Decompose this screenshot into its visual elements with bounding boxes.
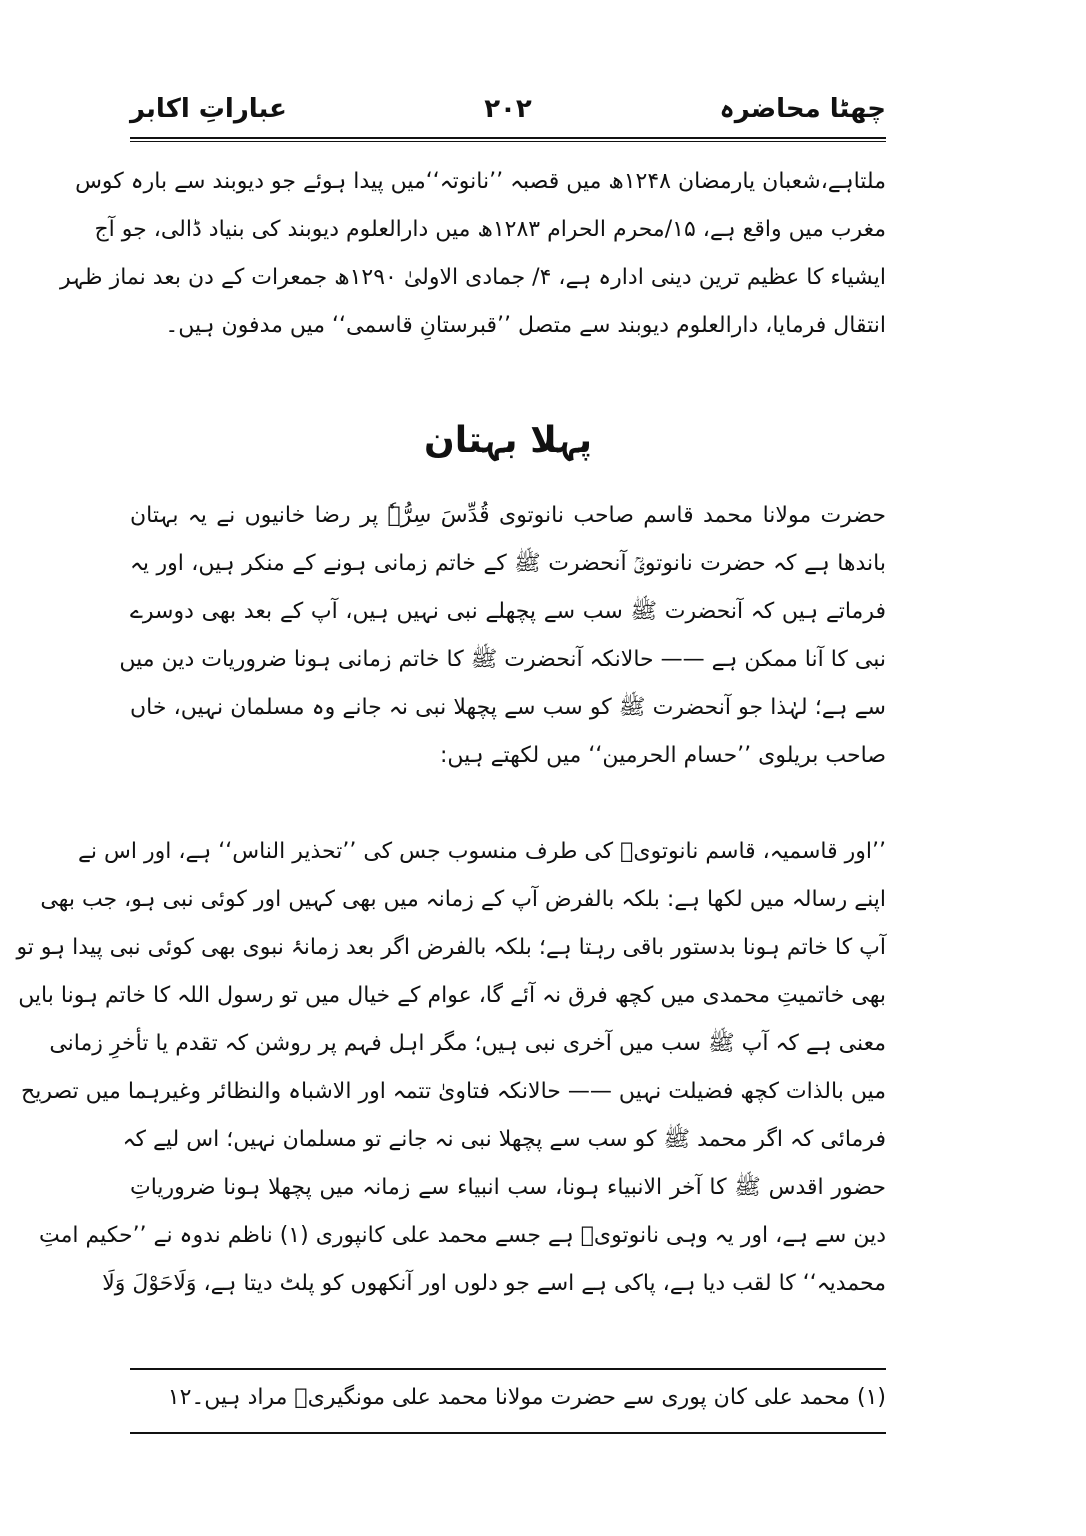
text-line: فرماتے ہیں کہ آنحضرت ﷺ سب سے پچھلے نبی نہیں ہیں، آپ کے بعد بھی دوسرے xyxy=(130,599,886,624)
text-line: معنی ہے کہ آپ ﷺ سب میں آخری نبی ہیں؛ مگر اہل فہم پر روشن کہ تقدم یا تأخرِ زمانی xyxy=(49,1031,886,1056)
text-line: حضور اقدس ﷺ کا آخر الانبیاء ہونا، سب انبیاء سے زمانہ میں پچھلا ہونا ضروریاتِ xyxy=(130,1175,886,1200)
text-line: حضرت مولانا محمد قاسم صاحب نانوتوی قُدِّسَ سِرُّہٗ پر رضا خانیوں نے یہ بہتان xyxy=(130,503,886,528)
text-line: محمدیہ‘‘ کا لقب دیا ہے، پاکی ہے اسے جو دلوں اور آنکھوں کو پلٹ دیتا ہے، وَلَاحَوْلَ وَلَا xyxy=(102,1271,886,1296)
body-paragraph xyxy=(119,492,886,780)
footer-rule xyxy=(130,1432,886,1434)
intro-paragraph xyxy=(60,158,886,350)
section-heading: پہلا بہتان xyxy=(423,420,593,461)
text-line: بھی خاتمیتِ محمدی میں کچھ فرق نہ آئے گا، عوام کے خیال میں تو رسول اللہ کا خاتم ہونا بایں xyxy=(18,983,886,1008)
text-line: فرمائی کہ اگر محمد ﷺ کو سب سے پچھلا نبی نہ جانے تو مسلمان نہیں؛ اس لیے کہ xyxy=(122,1127,886,1152)
text-line: انتقال فرمایا، دارالعلوم دیوبند سے متصل ’’قبرستانِ قاسمی‘‘ میں مدفون ہیں۔ xyxy=(165,313,886,338)
text-line: ’’اور قاسمیہ، قاسم نانوتویؒ کی طرف منسوب جس کی ’’تحذیر الناس‘‘ ہے، اور اس نے xyxy=(78,839,886,864)
header-rule xyxy=(130,137,886,139)
footnote-rule xyxy=(130,1368,886,1370)
chapter-title: چھٹا محاضرہ xyxy=(719,94,886,124)
book-title: عباراتِ اکابر xyxy=(130,94,287,124)
text-line: دین سے ہے، اور یہ وہی نانوتویؒ ہے جسے محمد علی کانپوری (۱) ناظم ندوہ نے ’’حکیم امتِ xyxy=(39,1223,886,1248)
text-line: صاحب بریلوی ’’حسام الحرمین‘‘ میں لکھتے ہیں: xyxy=(439,743,886,768)
text-line: میں بالذات کچھ فضیلت نہیں —— حالانکہ فتاویٰ تتمہ اور الاشباہ والنظائر وغیرہما میں تصریح xyxy=(21,1079,886,1104)
header-rule-thin xyxy=(130,141,886,142)
text-line: آپ کا خاتم ہونا بدستور باقی رہتا ہے؛ بلکہ بالفرض اگر بعد زمانۂ نبوی بھی کوئی نبی پیدا ہو تو xyxy=(16,935,886,960)
footnote: (۱) محمد علی کان پوری سے حضرت مولانا محمد علی مونگیریؒ مراد ہیں۔۱۲ xyxy=(167,1385,886,1410)
quote-paragraph xyxy=(16,828,886,1308)
page-header xyxy=(130,92,886,136)
text-line: سے ہے؛ لہٰذا جو آنحضرت ﷺ کو سب سے پچھلا نبی نہ جانے وہ مسلمان نہیں، خاں xyxy=(130,695,886,720)
text-line: نبی کا آنا ممکن ہے —— حالانکہ آنحضرت ﷺ کا خاتم زمانی ہونا ضروریات دین میں xyxy=(119,647,886,672)
page-number: ۲۰۲ xyxy=(484,94,532,124)
text-line: مغرب میں واقع ہے، ۱۵/محرم الحرام ۱۲۸۳ھ میں دارالعلوم دیوبند کی بنیاد ڈالی، جو آج xyxy=(94,217,886,242)
text-line: اپنے رسالہ میں لکھا ہے: بلکہ بالفرض آپ کے زمانہ میں بھی کہیں اور کوئی نبی ہو، جب بھی xyxy=(40,887,886,912)
text-line: ایشیاء کا عظیم ترین دینی ادارہ ہے، ۴/ جمادی الاولیٰ ۱۲۹۰ھ جمعرات کے دن بعد نماز ظہر xyxy=(60,265,886,290)
text-line: باندھا ہے کہ حضرت نانوتویؒ آنحضرت ﷺ کے خاتم زمانی ہونے کے منکر ہیں، اور یہ xyxy=(130,551,886,576)
text-line: ملتاہے،شعبان یارمضان ۱۲۴۸ھ میں قصبہ ’’نانوتہ‘‘میں پیدا ہوئے جو دیوبند سے بارہ کوس xyxy=(75,169,886,194)
